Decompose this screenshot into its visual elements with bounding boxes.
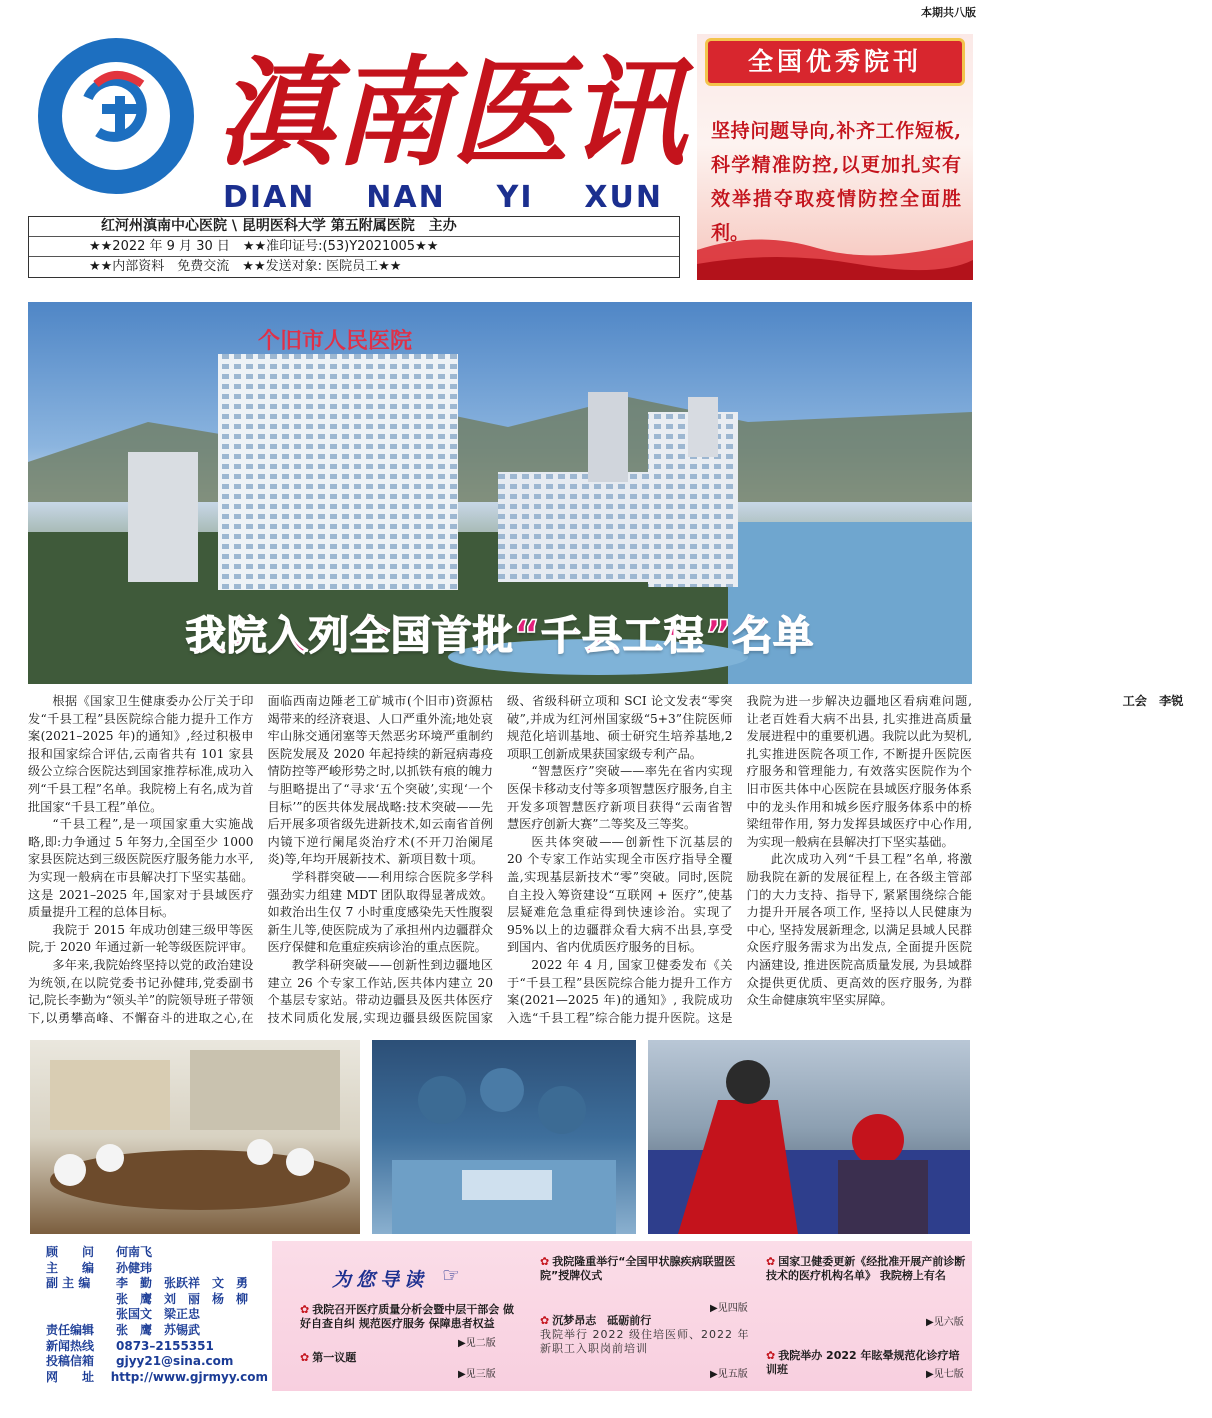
- surgery-photo: [372, 1040, 636, 1234]
- edition-note: 本期共八版: [921, 6, 976, 19]
- guide-item-text: 我院召开医疗质量分析会暨中层干部会 做好自查自纠 规范医疗服务 保障患者权益: [300, 1303, 515, 1330]
- guide-item[interactable]: [540, 1314, 750, 1356]
- title-char: 南: [333, 43, 446, 182]
- credit-label: 网 址: [46, 1369, 95, 1384]
- pinyin-word: XUN: [584, 180, 663, 215]
- guide-item[interactable]: [766, 1255, 966, 1283]
- bottom-bar: [28, 1241, 972, 1391]
- surgery-scene-image: [372, 1040, 636, 1234]
- guide-item-page: ▶见七版: [926, 1369, 964, 1380]
- guide-item-subtitle: 我院举行 2022 级住培医师、2022 年新职工入职岗前培训: [540, 1328, 750, 1355]
- guide-item[interactable]: [540, 1255, 750, 1283]
- note-line: ★★内部资料 免费交流 ★★发送对象: 医院员工★★: [89, 259, 402, 274]
- title-char: 讯: [568, 43, 681, 182]
- pinyin-word: DIAN: [223, 180, 316, 215]
- credit-value: 张 鹰 刘 丽 杨 柳: [116, 1291, 249, 1306]
- credit-row: [46, 1307, 268, 1323]
- flower-icon: ✿: [300, 1303, 310, 1316]
- credit-value: 张国文 梁正忠: [116, 1307, 201, 1322]
- article-body: [28, 693, 1184, 1033]
- article-paragraph: 此次成功入列“千县工程”名单, 将激励我院在新的发展征程上, 在各级主管部门的大力支持、指导下, 紧紧围绕综合能力提升开展各项工作, 坚持以人民健康为中心, 坚持发展新理念, 以满足县域人民群众医疗服务需求为出发点, 全面提升医院内涵建设, 推进医院高质量发展, 为县域群众提供更优质、更高效的医疗服务, 为群众生命健康筑牢坚实屏障。: [746, 852, 972, 1008]
- article-paragraph: 教学科研突破——创新性到边疆地区建立 26 个专家工作站,医共体内建立 20 个基层专家站。带动边疆县及医共体医疗技术同质化发展,实现边疆县级医院国家级、省级科研立项和 SCI 论文发表“零突破”,并成为红河州国家级“5+3”住院医师规范化培训基地、硕士研究生培养基地,2 项职工创新成果获国家级专利产品。: [267, 694, 733, 1025]
- credit-value[interactable]: http://www.gjrmyy.com: [110, 1369, 268, 1384]
- flower-icon: ✿: [300, 1351, 310, 1364]
- credit-row: [46, 1245, 268, 1261]
- article-paragraph: 学科群突破——利用综合医院多学科强劲实力组建 MDT 团队取得显著成效。如救治出生仅 7 小时重度感染先天性腹裂新生儿等,使医院成为了承担州内边疆群众医疗保健和危重症疾病诊治的重点医院。: [267, 869, 493, 955]
- guide-title: 为您导读: [332, 1269, 429, 1291]
- credit-label: [46, 1292, 116, 1308]
- article-paragraph: 我院于 2015 年成功创建三级甲等医院,于 2020 年通过新一轮等级医院评审。: [28, 922, 254, 955]
- credit-row: [46, 1323, 268, 1339]
- flower-icon: ✿: [540, 1255, 550, 1268]
- masthead-info: [28, 216, 680, 278]
- guide-item-page: ▶见四版: [710, 1303, 748, 1314]
- credit-label: 副 主 编: [46, 1276, 91, 1291]
- date-line: ★★2022 年 9 月 30 日 ★★准印证号:(53)Y2021005★★: [29, 237, 679, 257]
- guide-item[interactable]: [300, 1351, 516, 1365]
- credit-value: 何南飞: [116, 1245, 153, 1259]
- article-paragraph: 2022 年 4 月, 国家卫健委发布《关于“千县工程”县医院综合能力提升工作方案(2021—2025 年)的通知》, 我院成功入选“千县工程”综合能力提升医院。这是我院为进一步解决边疆地区看病难问题, 让老百姓看大病不出县, 扎实推进高质量发展进程中的重要机遇。我院以此为契机, 扎实推进医院各项工作, 不断提升医院医疗服务和管理能力, 有效落实医院作为个旧市医共体中心医院在县域医疗服务体系中的龙头作用和城乡医疗服务体系中的桥梁纽带作用, 努力发挥县域医疗中心作用, 为实现一般病在县解决打下坚实基础。: [507, 694, 972, 1025]
- flower-icon: ✿: [540, 1314, 550, 1327]
- award-badge: 全国优秀院刊: [705, 38, 965, 86]
- outreach-scene-image: [648, 1040, 970, 1234]
- title-char: 医: [450, 43, 563, 182]
- article-paragraph: “千县工程”,是一项国家重大实施战略,即:力争通过 5 年努力,全国至少 1000 家县医院达到三级医院医疗服务能力水平,为实现一般病在市县解决打下坚实基础。这是 2021–2025 年,国家对于县域医疗质量提升工程的总体目标。: [28, 817, 254, 920]
- guide-item-page: ▶见三版: [458, 1369, 496, 1380]
- guide-item-page: ▶见六版: [926, 1317, 964, 1328]
- flags-graphic: [697, 220, 973, 280]
- credit-value: 0873–2155351: [116, 1338, 214, 1353]
- credit-value: 张 鹰 苏锡武: [116, 1322, 201, 1337]
- credit-value[interactable]: gjyy21@sina.com: [116, 1354, 234, 1369]
- hospital-logo: [36, 36, 196, 196]
- headline: 我院入列全国首批“千县工程”名单: [185, 613, 815, 659]
- award-panel: [697, 34, 973, 280]
- guide-item-page: ▶见五版: [710, 1369, 748, 1380]
- credit-label: 顾 问: [46, 1245, 95, 1259]
- guide-item-text: 我院举办 2022 年眩晕规范化诊疗培训班: [766, 1349, 960, 1376]
- credit-label: 投稿信箱: [46, 1354, 95, 1369]
- credit-row: [46, 1292, 268, 1308]
- guide-item-text: 我院隆重举行“全国甲状腺疾病联盟医院”授牌仪式: [540, 1255, 736, 1282]
- guide-item-text: 第一议题: [312, 1351, 357, 1364]
- credit-row: [46, 1261, 268, 1277]
- publisher-line: 红河州滇南中心医院 \ 昆明医科大学 第五附属医院 主办: [29, 217, 679, 237]
- credit-label: 主 编: [46, 1260, 95, 1275]
- credit-label: [46, 1307, 116, 1323]
- article-paragraph: “智慧医疗”突破——率先在省内实现医保卡移动支付等多项智慧医疗服务,自主开发多项智慧医疗新项目获得“云南省智慧医疗创新大赛”二等奖及三等奖。: [507, 764, 733, 832]
- guide-item[interactable]: [300, 1303, 516, 1331]
- pointing-hand-icon: ☞: [442, 1263, 460, 1287]
- outreach-photo: [648, 1040, 970, 1234]
- hospital-sign: 个旧市人民医院: [258, 329, 413, 354]
- pinyin-word: NAN: [366, 180, 446, 215]
- credit-row: [46, 1370, 268, 1386]
- credit-label: 责任编辑: [46, 1322, 95, 1337]
- credit-label: 新闻热线: [46, 1338, 95, 1353]
- credit-row: [46, 1354, 268, 1370]
- meeting-photo: [30, 1040, 360, 1234]
- masthead: [28, 28, 680, 278]
- credit-row: [46, 1339, 268, 1355]
- credit-value: 李 勤 张跃祥 文 勇: [116, 1276, 249, 1291]
- award-slogan: 坚持问题导向,补齐工作短板,科学精准防控,以更加扎实有效举措夺取疫情防控全面胜利。: [711, 120, 961, 244]
- masthead-title: [213, 28, 683, 182]
- flower-icon: ✿: [766, 1349, 776, 1362]
- masthead-pinyin: [223, 180, 663, 215]
- hero-photo: [28, 302, 972, 684]
- guide-item-text: 国家卫健委更新《经批准开展产前诊断技术的医疗机构名单》 我院榜上有名: [766, 1255, 966, 1282]
- credit-value: 孙健玮: [116, 1260, 153, 1275]
- editorial-credits: [28, 1241, 268, 1391]
- guide-item-text: 沉梦昂志 砥砺前行: [552, 1314, 652, 1327]
- byline: 工会 李锐: [1122, 694, 1184, 708]
- article-paragraph: 根据《国家卫生健康委办公厅关于印发“千县工程”县医院综合能力提升工作方案(2021–2025 年)的通知》,经过积极申报和国家综合评估,云南省共有 101 家县级公立综合医院达到国家推荐标准,成功入列“千县工程”名单。我院榜上有名,成为首批国家“千县工程”单位。: [28, 694, 254, 814]
- title-char: 滇: [215, 43, 328, 182]
- flower-icon: ✿: [766, 1255, 776, 1268]
- guide-item-page: ▶见二版: [458, 1338, 496, 1349]
- meeting-scene-image: [30, 1040, 360, 1234]
- pinyin-word: YI: [496, 180, 534, 215]
- reading-guide: [272, 1241, 972, 1391]
- credit-row: [46, 1276, 268, 1292]
- article-paragraph: 多年来,我院始终坚持以党的政治建设为统领,在以院党委书记孙健玮,党委副书记,院长李勤为“领头羊”的院领导班子带领下,以勇攀高峰、不懈奋斗的进取之心,在面临西南边陲老工矿城市(个旧市)资源枯竭带来的经济衰退、人口严重外流;地处哀牢山脉交通闭塞等天然恶劣环境严重制约医院发展及 2020 年起持续的新冠病毒疫情防控等严峻形势之时,以抓铁有痕的魄力与胆略提出了“寻求‘五个突破’,实现‘一个目标’”的医共体发展战略:技术突破——先后开展多项省级先进新技术,如云南省首例内镜下逆行阑尾炎治疗术(不开刀治阑尾炎)等,年均开展新技术、新项目数十项。: [28, 694, 493, 1025]
- article-paragraph: 医共体突破——创新性下沉基层的 20 个专家工作站实现全市医疗指导全覆盖,实现基层新技术“零”突破。同时,医院自主投入筹资建设“互联网 + 医疗”,使基层疑难危急重症得到快速诊治。实现了 95%以上的边疆群众看大病不出县,享受到国内、省内优质医疗服务的目标。: [507, 834, 733, 955]
